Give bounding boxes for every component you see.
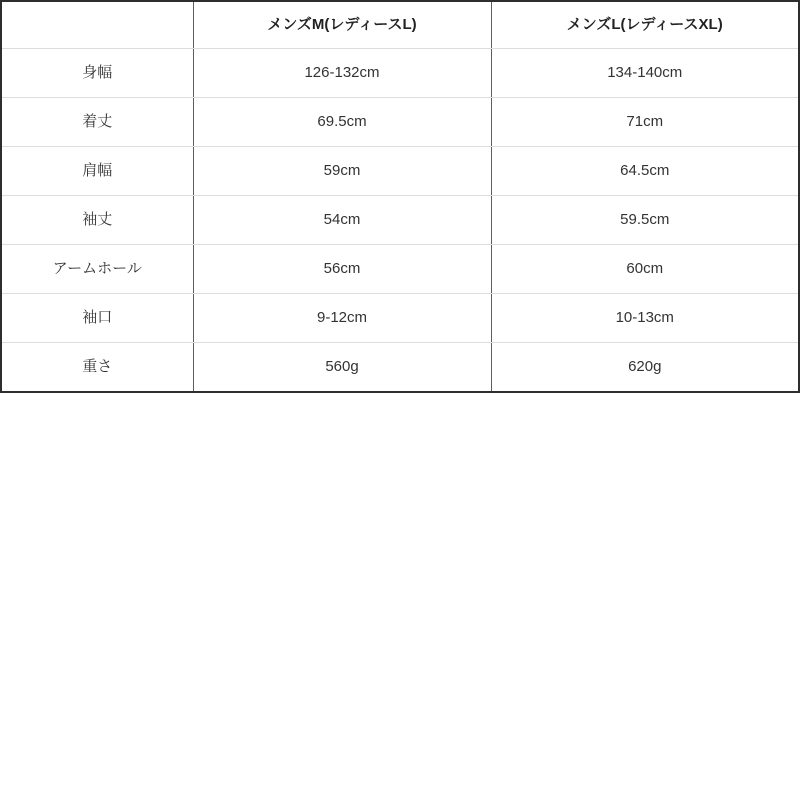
size-value: 560g [193, 343, 491, 393]
row-label: 袖口 [1, 294, 193, 343]
size-value: 71cm [491, 98, 799, 147]
table-row [1, 294, 799, 343]
row-label: 身幅 [1, 49, 193, 98]
header-row [1, 1, 799, 49]
row-label: 着丈 [1, 98, 193, 147]
size-value: 126-132cm [193, 49, 491, 98]
table-row [1, 49, 799, 98]
table-row [1, 245, 799, 294]
size-value: 9-12cm [193, 294, 491, 343]
table-row [1, 343, 799, 393]
row-label: 袖丈 [1, 196, 193, 245]
size-value: 59cm [193, 147, 491, 196]
table-row [1, 147, 799, 196]
size-value: 10-13cm [491, 294, 799, 343]
size-chart-table [0, 0, 800, 393]
size-value: 54cm [193, 196, 491, 245]
header-cell-mens-m: メンズM(レディースL) [193, 1, 491, 49]
header-cell-mens-l: メンズL(レディースXL) [491, 1, 799, 49]
size-value: 64.5cm [491, 147, 799, 196]
table-row [1, 196, 799, 245]
size-value: 60cm [491, 245, 799, 294]
row-label: 肩幅 [1, 147, 193, 196]
row-label: アームホール [1, 245, 193, 294]
size-value: 59.5cm [491, 196, 799, 245]
row-label: 重さ [1, 343, 193, 393]
header-cell-empty [1, 1, 193, 49]
size-value: 134-140cm [491, 49, 799, 98]
size-value: 56cm [193, 245, 491, 294]
size-value: 620g [491, 343, 799, 393]
table-row [1, 98, 799, 147]
size-value: 69.5cm [193, 98, 491, 147]
